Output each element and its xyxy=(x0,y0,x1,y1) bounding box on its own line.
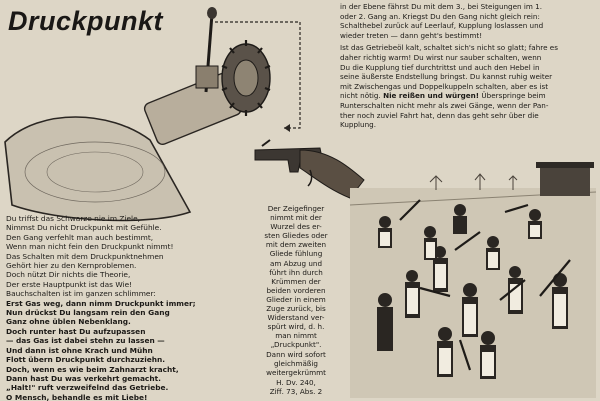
lever-mount xyxy=(196,66,218,88)
quote-line: weitergekrümmt xyxy=(266,367,326,377)
regulation-reference: Ziff. 73, Abs. 2 xyxy=(269,386,323,396)
page-title: Druckpunkt xyxy=(8,6,164,36)
shift-knob xyxy=(207,7,217,19)
quote-line: man nimmt xyxy=(275,331,317,341)
poem-line: „Halt!" ruft verzweifelnd das Getriebe. xyxy=(6,383,169,393)
text-line: Runterschalten nicht mehr als zwei Gänge, wenn der Pan- xyxy=(340,100,549,110)
poem-line: Doch runter hast Du aufzupassen xyxy=(6,326,146,336)
pointer-arrowhead xyxy=(284,124,290,132)
text-line: mit Zwischengas und Doppelkuppeln schalten, aber es ist xyxy=(340,81,549,91)
poem-line: Den Gang verfehlt man auch bestimmt, xyxy=(6,232,154,242)
poem-line: Nimmst Du nicht Druckpunkt mit Gefühle. xyxy=(6,223,162,233)
quote-line: Wurzel des er- xyxy=(270,222,322,232)
rifle-illustration xyxy=(255,140,364,198)
quote-line: führt ihn durch xyxy=(269,267,323,277)
quote-line: spürt wird, d. h. xyxy=(267,322,325,332)
text-line: Kupplung. xyxy=(340,120,376,130)
barracks-building xyxy=(540,166,590,196)
poem-line: Der erste Hauptpunkt ist das Wie! xyxy=(6,279,133,289)
poem-line: Gehört hier zu den Kernproblemen. xyxy=(6,261,137,271)
text-fragment: nicht nötig. xyxy=(340,91,381,101)
text-line: ther noch zuviel Fahrt hat, denn das geht sehr über die xyxy=(340,110,539,120)
quote-line: beiden vorderen xyxy=(266,285,326,295)
emphasis-text: Nie reißen und würgen! xyxy=(383,91,480,101)
poem-line: Doch nützt Dir nichts die Theorie, xyxy=(6,270,131,280)
poem-line: Nun drückst Du langsam rein den Gang xyxy=(6,308,170,318)
poem-line: Du triffst das Schwarze nie im Ziele, xyxy=(6,214,140,223)
poem-line: Bauchschalten ist im ganzen schlimmer: xyxy=(6,289,156,299)
barracks-roof xyxy=(536,162,594,168)
quote-line: Zuge zurück, bis xyxy=(266,304,326,314)
quote-line: Dann wird sofort xyxy=(266,349,326,359)
quote-line: mit dem zweiten xyxy=(265,240,327,250)
text-line: Schalthebel zurück auf Leerlauf, Kupplung loslassen und xyxy=(340,21,544,31)
text-line: oder 2. Gang an. Kriegst Du den Gang nicht gleich rein: xyxy=(340,11,540,21)
quote-line: „Druckpunkt". xyxy=(270,340,322,350)
poem xyxy=(6,214,246,401)
text-fragment: Überspringe beim xyxy=(481,91,546,101)
poem-line: Das Schalten mit dem Druckpunktnehmen xyxy=(6,251,164,261)
bolt-handle xyxy=(262,140,270,146)
text-line: wieder treten — dann geht's bestimmt! xyxy=(340,30,483,40)
instructions-text xyxy=(340,2,596,130)
quote-line: gleichmäßig xyxy=(274,358,318,368)
gearbox-illustration xyxy=(5,7,300,220)
poem-line: Ganz ohne üblen Nebenklang. xyxy=(6,317,131,327)
text-line: daher richtig warm! Du wirst nur sauber schalten, wenn xyxy=(340,52,542,62)
poem-line: Erst Gas weg, dann nimm Druckpunkt immer; xyxy=(6,298,196,308)
quote-line: Glieder in einem xyxy=(266,294,326,304)
poem-line: Doch, wenn es wie beim Zahnarzt kracht, xyxy=(6,364,179,374)
poem-line: O Mensch, behandle es mit Liebe! xyxy=(6,392,148,401)
poem-line: Flott übern Druckpunkt durchzuziehn. xyxy=(6,355,166,365)
text-line: Du die Kupplung tief durchtrittst und auch den Hebel in xyxy=(340,62,540,72)
quote-line: am Abzug und xyxy=(269,258,323,268)
text-line: seine äußerste Endstellung bringst. Du kannst ruhig weiter xyxy=(340,72,553,82)
regulation-reference: H. Dv. 240, xyxy=(276,377,316,387)
trees xyxy=(430,174,517,190)
poem-line: — das Gas ist dabei stehn zu lassen — xyxy=(6,336,165,346)
quote-line: nimmt mit der xyxy=(270,213,322,223)
poem-line: Und dann ist ohne Krach und Mühn xyxy=(6,345,153,355)
quote-line: sten Gliedes oder xyxy=(264,231,328,241)
training-cartoon xyxy=(350,162,596,398)
quote-line: Widerstand ver- xyxy=(267,313,325,323)
poem-line: Dann hast Du was verkehrt gemacht. xyxy=(6,373,161,383)
quote-line: Gliede fühlung xyxy=(269,249,323,259)
text-line: in der Ebene fährst Du mit dem 3., bei Steigungen im 1. xyxy=(340,2,543,11)
text-line-with-emphasis xyxy=(340,91,596,101)
quote-line: Der Zeigefinger xyxy=(267,204,325,213)
text-line: Ist das Getriebeöl kalt, schaltet sich's nicht so glatt; fahre es xyxy=(340,43,558,53)
regulation-quote xyxy=(250,204,342,396)
gear-hub xyxy=(234,60,258,96)
quote-line: Krümmen der xyxy=(271,276,321,286)
poem-line: Wenn man nicht fein den Druckpunkt nimmt! xyxy=(6,242,174,252)
